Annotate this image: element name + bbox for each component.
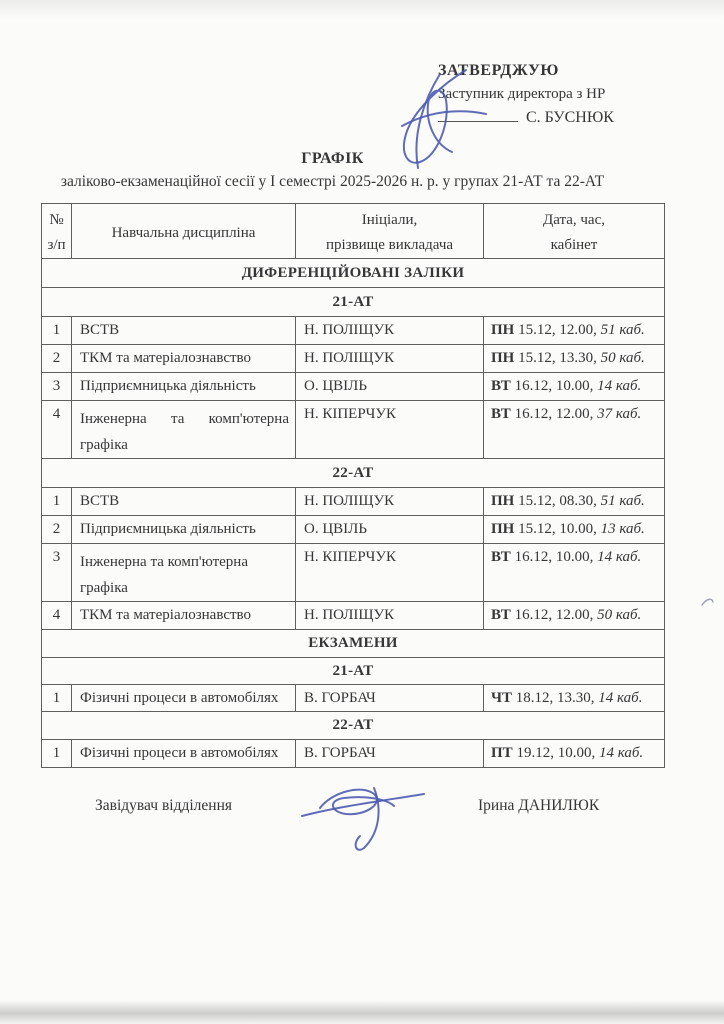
discipline-cell: ТКМ та матеріалознавство: [72, 602, 296, 630]
teacher-cell: Н. ПОЛІЩУК: [296, 345, 484, 373]
scan-edge-bottom: [0, 1000, 724, 1024]
datetime-text: 15.12, 13.30,: [518, 350, 597, 366]
document-title: ГРАФІК: [301, 150, 364, 167]
room-text: 37 каб.: [597, 406, 642, 422]
title-block: [35, 150, 630, 191]
room-text: 13 каб.: [600, 521, 645, 537]
table-row: [42, 373, 665, 401]
approval-role: Заступник директора з НР: [438, 86, 606, 102]
signature-line: [438, 108, 518, 122]
group-title: 21-АТ: [42, 288, 665, 317]
day-abbr: ЧТ: [491, 689, 513, 706]
room-text: 50 каб.: [600, 350, 645, 366]
discipline-cell: Інженерна та комп'ютерна графіка: [72, 401, 296, 459]
group-title: 22-АТ: [42, 459, 665, 488]
teacher-cell: Н. КІПЕРЧУК: [296, 544, 484, 602]
datetime-text: 19.12, 10.00,: [516, 745, 596, 761]
day-abbr: ПН: [491, 493, 515, 509]
row-num: 3: [42, 373, 72, 401]
discipline-cell: Інженерна та комп'ютерна графіка: [72, 544, 296, 602]
group-title: 21-АТ: [42, 658, 665, 685]
room-text: 14 каб.: [598, 689, 643, 706]
head-of-department-signature-ink: [296, 774, 446, 854]
teacher-cell: В. ГОРБАЧ: [296, 685, 484, 712]
section-row-credits: [42, 259, 665, 288]
schedule-cell: [484, 685, 665, 712]
schedule-cell: [484, 345, 665, 373]
teacher-cell: Н. ПОЛІЩУК: [296, 317, 484, 345]
schedule-cell: [484, 516, 665, 544]
day-abbr: ПН: [491, 521, 515, 537]
teacher-cell: О. ЦВІЛЬ: [296, 373, 484, 401]
datetime-text: 16.12, 12.00,: [514, 607, 594, 623]
table-row: [42, 345, 665, 373]
table-row: [42, 516, 665, 544]
section-title: ЕКЗАМЕНИ: [42, 630, 665, 658]
row-num: 1: [42, 685, 72, 712]
day-abbr: ПН: [491, 322, 515, 338]
table-row: [42, 488, 665, 516]
table-row: [42, 544, 665, 602]
datetime-text: 16.12, 10.00,: [514, 549, 594, 565]
scan-edge-top: [0, 0, 724, 26]
row-num: 1: [42, 740, 72, 768]
schedule-table: [41, 203, 665, 768]
discipline-cell: Фізичні процеси в автомобілях: [72, 685, 296, 712]
day-abbr: ВТ: [491, 549, 511, 565]
discipline-cell: ВСТВ: [72, 317, 296, 345]
table-header-row: [42, 204, 665, 259]
day-abbr: ВТ: [491, 406, 511, 422]
header-num: № з/п: [42, 204, 72, 259]
group-row-21at-exams: [42, 658, 665, 685]
day-abbr: ПН: [491, 350, 515, 366]
schedule-cell: [484, 602, 665, 630]
discipline-cell: Підприємницька діяльність: [72, 516, 296, 544]
row-num: 1: [42, 488, 72, 516]
datetime-text: 18.12, 13.30,: [515, 689, 595, 706]
schedule-cell: [484, 544, 665, 602]
room-text: 51 каб.: [600, 493, 645, 509]
approval-stamp: ЗАТВЕРДЖУЮ: [438, 62, 560, 79]
teacher-cell: Н. ПОЛІЩУК: [296, 602, 484, 630]
datetime-text: 16.12, 12.00,: [514, 406, 594, 422]
teacher-cell: Н. КІПЕРЧУК: [296, 401, 484, 459]
table-row: [42, 317, 665, 345]
schedule-cell: [484, 488, 665, 516]
discipline-cell: Фізичні процеси в автомобілях: [72, 740, 296, 768]
group-row-22at-exams: [42, 712, 665, 740]
datetime-text: 15.12, 12.00,: [518, 322, 597, 338]
room-text: 14 каб.: [597, 549, 642, 565]
datetime-text: 16.12, 10.00,: [514, 378, 594, 394]
header-teacher: Ініціали, прізвище викладача: [296, 204, 484, 259]
teacher-cell: Н. ПОЛІЩУК: [296, 488, 484, 516]
row-num: 2: [42, 516, 72, 544]
teacher-cell: О. ЦВІЛЬ: [296, 516, 484, 544]
datetime-text: 15.12, 10.00,: [518, 521, 597, 537]
approval-block: [438, 60, 688, 129]
discipline-cell: ТКМ та матеріалознавство: [72, 345, 296, 373]
schedule-cell: [484, 373, 665, 401]
header-date: Дата, час, кабінет: [484, 204, 665, 259]
stray-pen-mark: [700, 595, 716, 609]
table-row: [42, 740, 665, 768]
row-num: 1: [42, 317, 72, 345]
day-abbr: ВТ: [491, 607, 511, 623]
room-text: 14 каб.: [598, 745, 644, 761]
room-text: 51 каб.: [600, 322, 645, 338]
day-abbr: ПТ: [491, 745, 513, 761]
datetime-text: 15.12, 08.30,: [518, 493, 597, 509]
group-row-21at: [42, 288, 665, 317]
discipline-cell: ВСТВ: [72, 488, 296, 516]
approval-signature-row: [438, 107, 688, 129]
schedule-cell: [484, 317, 665, 345]
group-row-22at: [42, 459, 665, 488]
section-row-exams: [42, 630, 665, 658]
room-text: 50 каб.: [597, 607, 642, 623]
approval-name: С. БУСНЮК: [526, 109, 614, 126]
room-text: 14 каб.: [597, 378, 642, 394]
day-abbr: ВТ: [491, 378, 511, 394]
schedule-cell: [484, 740, 665, 768]
section-title: ДИФЕРЕНЦІЙОВАНІ ЗАЛІКИ: [42, 259, 665, 288]
row-num: 2: [42, 345, 72, 373]
table-row: [42, 401, 665, 459]
footer-role: Завідувач відділення: [95, 797, 232, 814]
footer-name: Ірина ДАНИЛЮК: [478, 797, 600, 814]
row-num: 4: [42, 401, 72, 459]
discipline-cell: Підприємницька діяльність: [72, 373, 296, 401]
row-num: 4: [42, 602, 72, 630]
table-row: [42, 685, 665, 712]
document-subtitle: заліково-екзаменаційної сесії у І семестрі 2025-2026 н. р. у групах 21-АТ та 22-АТ: [60, 173, 605, 190]
teacher-cell: В. ГОРБАЧ: [296, 740, 484, 768]
schedule-cell: [484, 401, 665, 459]
group-title: 22-АТ: [42, 712, 665, 740]
table-row: [42, 602, 665, 630]
header-discipline: Навчальна дисципліна: [72, 204, 296, 259]
row-num: 3: [42, 544, 72, 602]
